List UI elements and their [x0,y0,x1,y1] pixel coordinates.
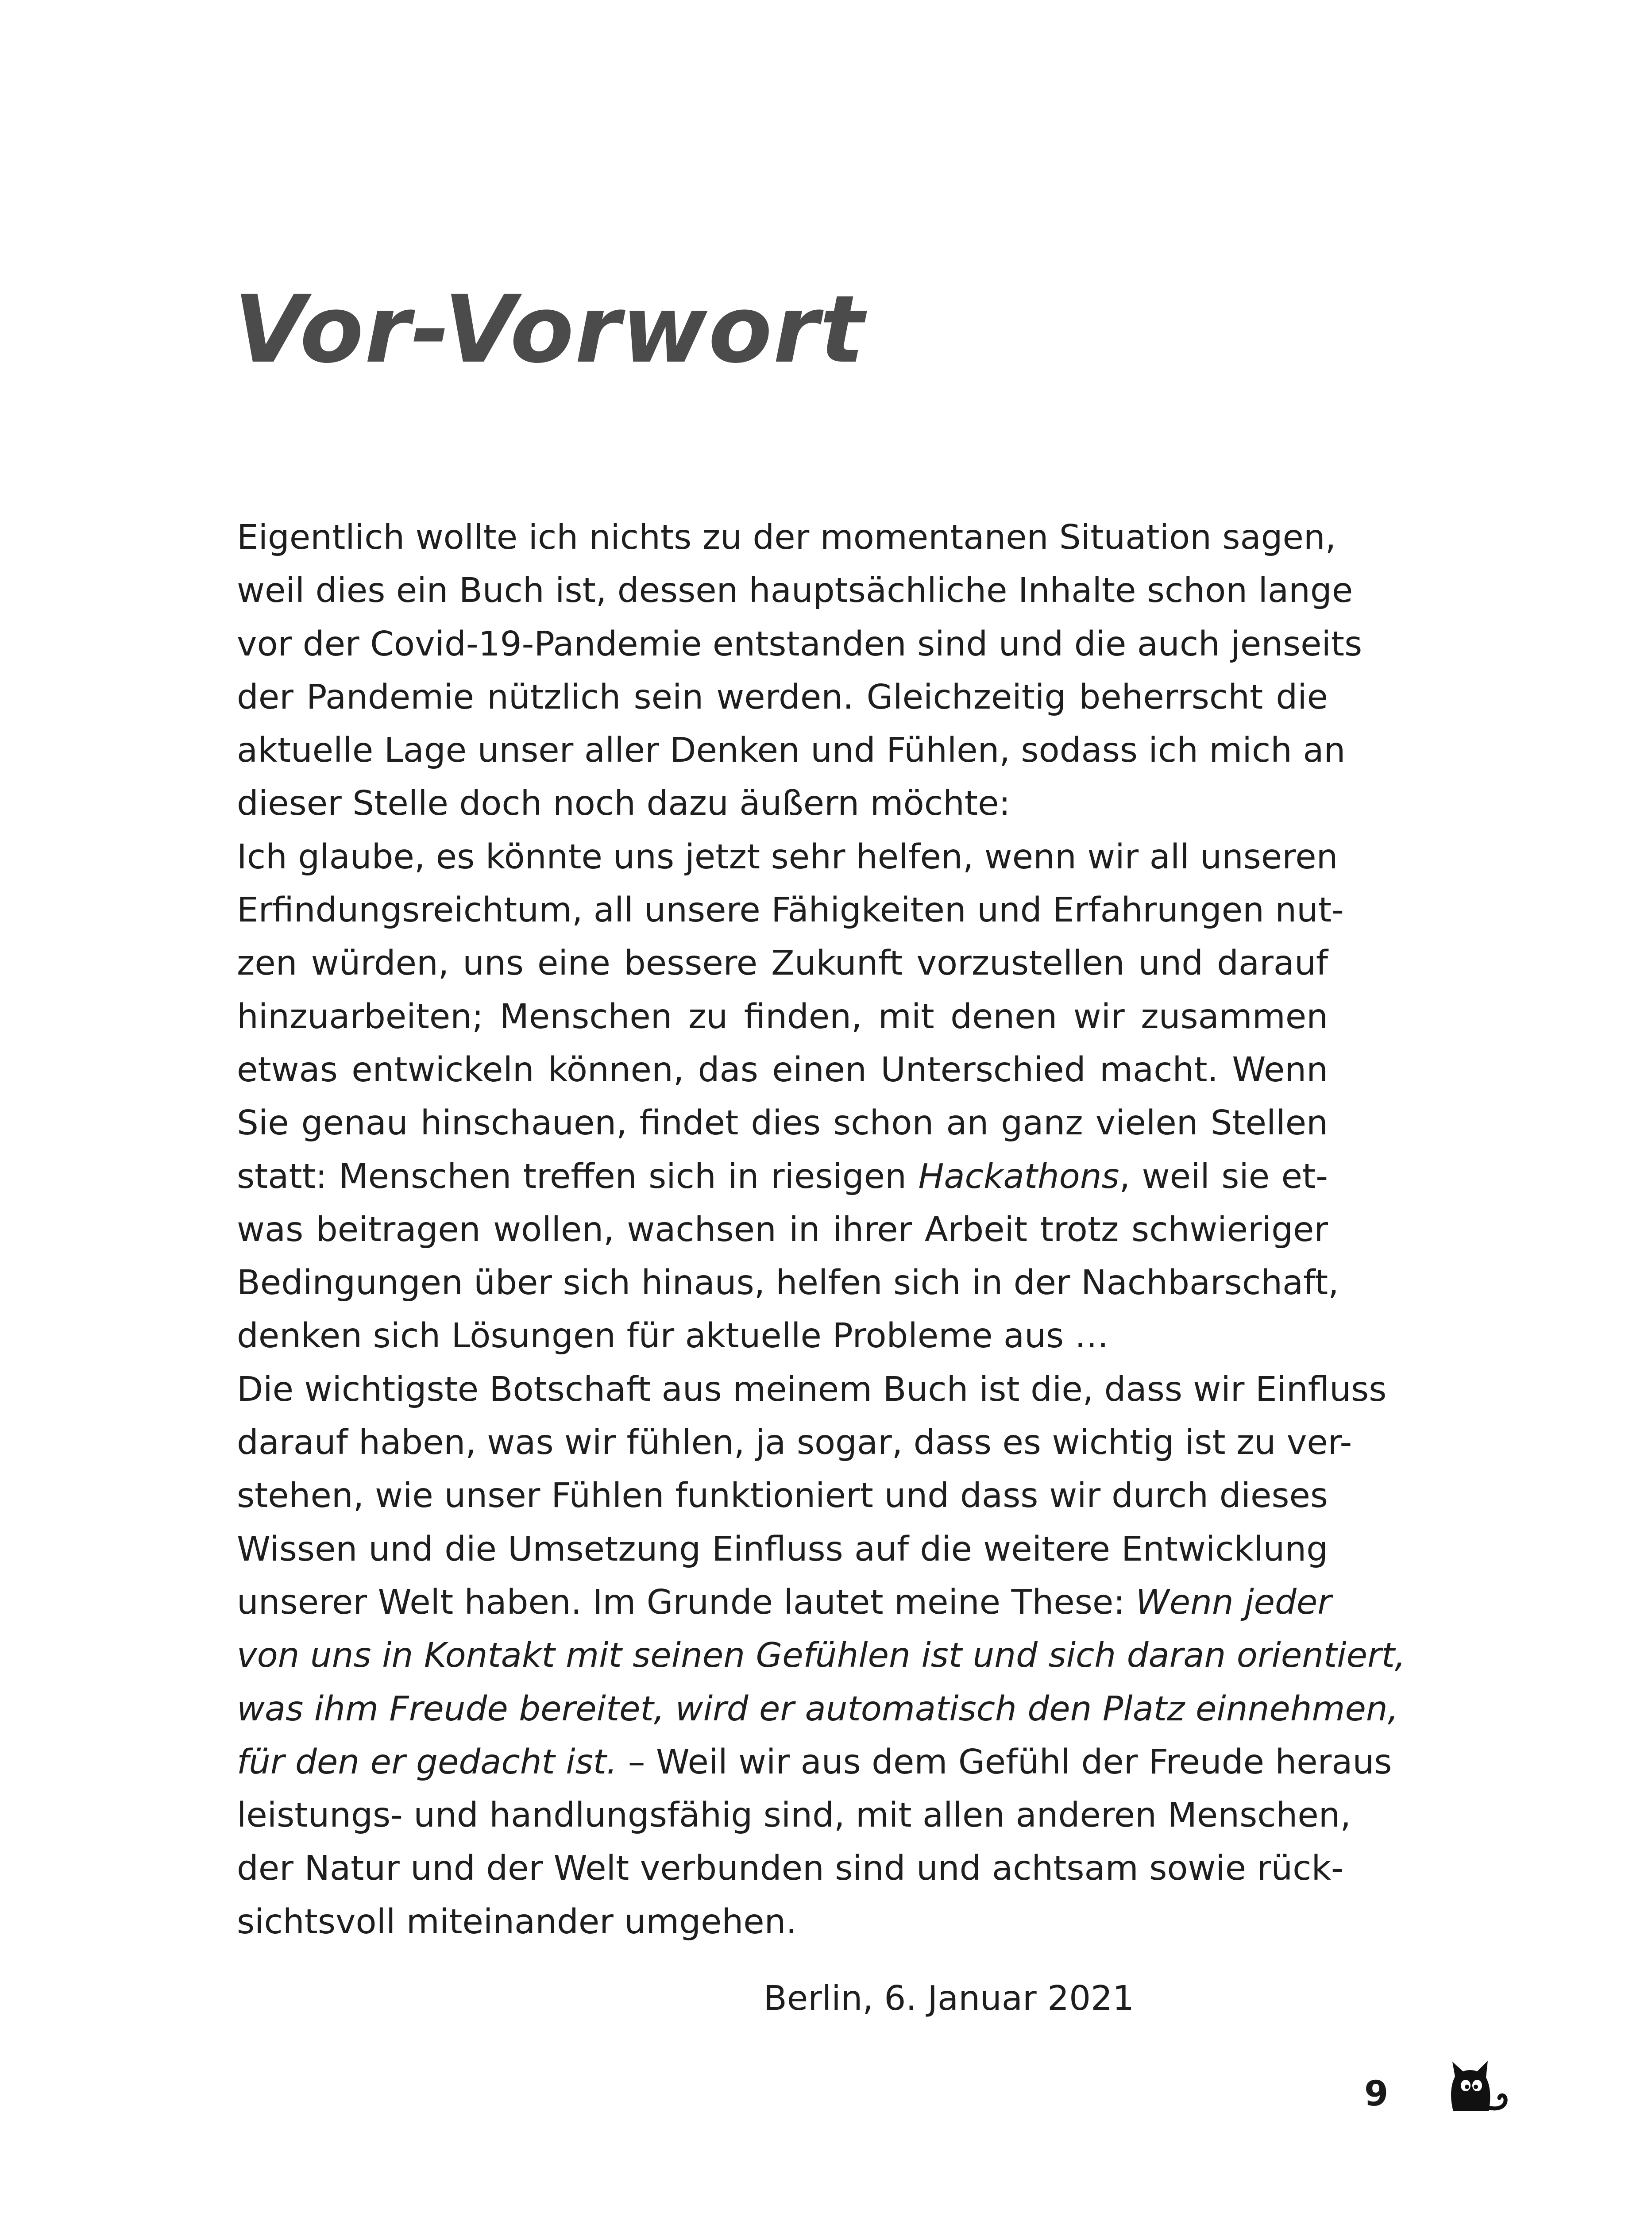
foreword-text [237,511,1406,1949]
text-line: Ich glaube, es könnte uns jetzt sehr helfen, wenn wir all unseren [237,837,1338,877]
text-line-mixed [237,1683,1399,1736]
text-line: vor der Covid-19-Pandemie entstanden sind und die auch jenseits [237,624,1363,664]
text-line: Bedingungen über sich hinaus, helfen sich in der Nachbarschaft, [237,1263,1339,1303]
text-line: etwas entwickeln können, das einen Unterschied macht. Wenn [237,1050,1328,1090]
emphasis-text: für den er gedacht ist. [237,1742,618,1782]
text-line: leistungs- und handlungsfähig sind, mit allen anderen Menschen, [237,1796,1351,1835]
text-line: Eigentlich wollte ich nichts zu der momentanen Situation sagen, [237,518,1336,557]
text-line: zen würden, uns eine bessere Zukunft vorzustellen und darauf [237,944,1328,983]
text-line: weil dies ein Buch ist, dessen hauptsächliche Inhalte schon lange [237,571,1353,611]
text-line: Sie genau hinschauen, findet dies schon an ganz vielen Stellen [237,1103,1328,1143]
text-line: darauf haben, was wir fühlen, ja sogar, dass es wichtig ist zu ver- [237,1423,1352,1463]
text-line-mixed [237,1150,1328,1203]
text-line: Wissen und die Umsetzung Einfluss auf die weitere Entwicklung [237,1529,1328,1569]
page-title: Vor-Vorwort [234,275,865,384]
text-line: stehen, wie unser Fühlen funktioniert und dass wir durch dieses [237,1476,1328,1516]
text-line: was beitragen wollen, wachsen in ihrer Arbeit trotz schwieriger [237,1210,1328,1249]
text-line: sichtsvoll miteinander umgehen. [237,1902,797,1942]
text-line: der Pandemie nützlich sein werden. Gleichzeitig beherrscht die [237,677,1328,717]
text-line: denken sich Lösungen für aktuelle Probleme aus … [237,1316,1109,1356]
emphasis-text: was ihm Freude bereitet, wird er automatisch den Platz einnehmen, [237,1689,1399,1729]
text-run: – Weil wir aus dem Gefühl der Freude heraus [617,1742,1392,1782]
text-line: Erfindungsreichtum, all unsere Fähigkeiten und Erfahrungen nut- [237,891,1344,930]
signature-place-date: Berlin, 6. Januar 2021 [764,1979,1135,2018]
text-line-mixed [237,1629,1406,1682]
text-run: , weil sie et- [1119,1157,1328,1196]
emphasis-text: Hackathons [918,1157,1119,1196]
text-run: unserer Welt haben. Im Grunde lautet meine These: [237,1582,1136,1622]
text-line-mixed [237,1576,1332,1629]
emphasis-text: Wenn jeder [1135,1582,1332,1622]
page-number: 9 [1364,2074,1389,2114]
text-line: dieser Stelle doch noch dazu äußern möchte: [237,784,1011,824]
text-line: Die wichtigste Botschaft aus meinem Buch ist die, dass wir Einfluss [237,1369,1387,1409]
cat-mascot-icon [1445,2054,1512,2116]
text-line: aktuelle Lage unser aller Denken und Fühlen, sodass ich mich an [237,731,1346,771]
text-line: hinzuarbeiten; Menschen zu finden, mit denen wir zusammen [237,997,1328,1037]
text-run: statt: Menschen treffen sich in riesigen [237,1157,919,1196]
text-line: der Natur und der Welt verbunden sind und achtsam sowie rück- [237,1849,1343,1889]
text-line-mixed [237,1736,1392,1789]
emphasis-text: von uns in Kontakt mit seinen Gefühlen ist und sich daran orientiert, [237,1636,1406,1676]
